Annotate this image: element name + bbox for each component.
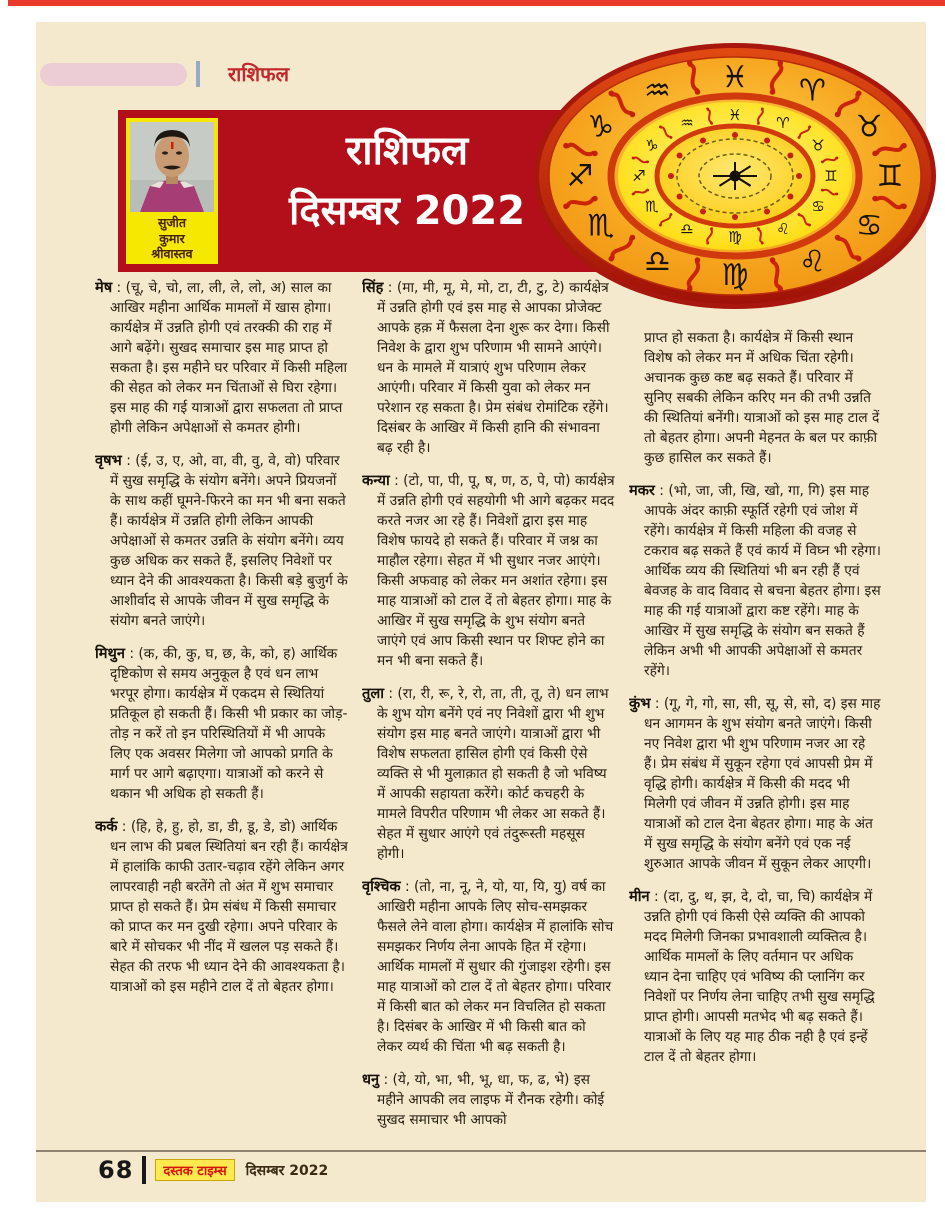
mandala-dot: [764, 209, 770, 215]
zodiac-glyph: ♋: [811, 197, 825, 216]
zodiac-glyph: ♐: [566, 159, 594, 194]
sign-body: आर्थिक धन लाभ की प्रबल स्थितियां बन रही हैं। कार्यक्षेत्र में हालांकि काफी उतार-चढ़ाव रहेंगे लेकिन अगर लापरवाही नही बरतेंगे तो अंत में शुभ समाचार प्राप्त हो सकते हैं। प्रेम संबंध में किसी समाचार को प्राप्त कर मन दुखी रहेगा। अपने परिवार के बारे में सोचकर भी नींद में खलल पड़ सकते हैं। सेहत की तरफ भी ध्यान देने की आवश्यकता है। यात्राओं को इस महीने टाल दें तो बेहतर होगा।: [110, 819, 348, 995]
author-name: [126, 215, 218, 262]
horoscope-columns: [95, 278, 887, 1146]
zodiac-glyph: ♓: [728, 106, 742, 124]
header-pill: [40, 63, 187, 86]
mandala-dot: [700, 209, 706, 215]
mandala-dot: [732, 214, 738, 220]
horoscope-section: [95, 278, 348, 438]
sign-letters: : (चू, चे, चो, ला, ली, ले, लो, अ): [112, 280, 291, 296]
top-red-strip: [8, 0, 945, 6]
sign-body: कार्यक्षेत्र में उन्नति होगी एवं सहयोगी भी आगे बढ़कर मदद करते नजर आ रहे हैं। निवेशों द्वारा इस माह विशेष फायदे हो सकते हैं। परिवार में जश्न का माहौल रहेगा। सेहत में भी सुधार नजर आएंगे। किसी अफवाह को लेकर मन अशांत रहेगा। इस माह यात्राओं को टाल दें तो बेहतर होगा। माह के आखिर में सुख समृद्धि के शुभ संयोग बनते जाएंगे एवं आप किसी स्थान पर शिफ्ट होने का मन भी बना सकते हैं।: [377, 473, 615, 669]
zodiac-glyph: ♒: [644, 73, 671, 109]
zodiac-glyph: ♈: [776, 114, 790, 133]
zodiac-glyph: ♊: [876, 159, 904, 194]
sign-body: प्राप्त हो सकता है। कार्यक्षेत्र में किसी स्थान विशेष को लेकर मन में अधिक चिंता रहेगी। अचानक कुछ कष्ट बढ़ सकते हैं। परिवार में सुनिए सबकी लेकिन करिए मन की तभी उन्नति की स्थितियां बनेंगी। यात्राओं को इस माह टाल दें तो बेहतर होगा। अपनी मेहनत के बल पर काफ़ी कुछ हासिल कर सकते हैं।: [644, 330, 880, 466]
author-name-line: कुमार: [159, 230, 185, 246]
mandala-center: [730, 171, 741, 182]
sign-name: कुंभ: [629, 695, 651, 712]
sign-letters: : (दा, दु, थ, झ, दे, दो, चा, चि): [649, 889, 820, 905]
tilak: [171, 142, 174, 149]
horoscope-section: [362, 877, 615, 1057]
title-line-1: राशिफल: [345, 128, 469, 174]
zodiac-glyph: ♍: [728, 228, 742, 246]
page-background: [36, 22, 926, 1202]
zodiac-glyph: ♊: [824, 167, 838, 185]
sign-name: मकर: [629, 482, 655, 499]
magazine-logo: दस्तक टाइम्स: [155, 1159, 234, 1181]
zodiac-glyph: ♑: [587, 109, 615, 145]
header-divider: [196, 61, 200, 87]
sign-letters: : (ई, उ, ए, ओ, वा, वी, वु, वे, वो): [121, 453, 306, 469]
sign-body: इस माह आपके अंदर काफ़ी स्फूर्ति रहेगी एवं जोश में रहेंगे। कार्यक्षेत्र में किसी महिला की वजह से टकराव बढ़ सकते हैं एवं कार्य में विघ्न भी रहेगा। आर्थिक व्यय की स्थितियां भी बन रही हैं एवं बेवजह के वाद विवाद से बचना बेहतर होगा। इस माह की गई यात्राओं द्वारा कष्ट रहेंगे। माह के आखिर में सुख समृद्धि के संयोग बन सकते हैं लेकिन अभी भी आपकी अपेक्षाओं से कमतर रहेंगे।: [644, 483, 881, 679]
zodiac-glyph: ♏: [587, 208, 615, 244]
horoscope-section: [629, 481, 882, 681]
sign-name: वृषभ: [95, 452, 122, 469]
footer: [98, 1155, 328, 1185]
sign-letters: : (मा, मी, मू, मे, मो, टा, टी, टु, टे): [383, 280, 570, 296]
zodiac-wheel: [533, 42, 938, 314]
sign-name: कर्क: [95, 818, 118, 835]
sign-body: धन लाभ के शुभ योग बनेंगे एवं नए निवेशों द्वारा भी शुभ संयोग इस माह बनते जाएंगे। यात्राओं द्वारा भी विशेष सफलता हासिल होगी एवं किसी ऐसे व्यक्ति से भी मुलाक़ात हो सकती है जो भविष्य में आपकी सहायता करेंगे। कोर्ट कचहरी के मामले विपरीत परिणाम भी लेकर आ सकते हैं। सेहत में सुधार आएंगे एवं तंदुरूस्ती महसूस होगी।: [377, 686, 609, 862]
sign-body: परिवार में सुख समृद्धि के संयोग बनेंगे। अपने प्रियजनों के साथ कहीं घूमने-फिरने का मन भी बना सकते हैं। कार्यक्षेत्र में उन्नति होगी लेकिन आपकी अपेक्षाओं से कमतर उन्नति के संयोग बनेंगे। व्यय कुछ अधिक कर सकते हैं, इसलिए निवेशों पर ध्यान देने की आवश्यकता है। किसी बड़े बुजुर्ग के आशीर्वाद से आपके जीवन में सुख समृद्धि के संयोग बनते जाएंगे।: [110, 453, 348, 629]
column-2: [362, 278, 615, 1146]
sign-name: तुला: [362, 685, 384, 702]
face: [155, 135, 189, 177]
mandala-dot: [700, 137, 706, 143]
mandala-dot: [787, 194, 793, 200]
footer-divider: [142, 1156, 146, 1184]
sign-letters: : (भो, जा, जी, खि, खो, गा, गि): [654, 483, 830, 499]
zodiac-glyph: ♎: [680, 219, 694, 238]
sign-body: साल का आखिर महीना आर्थिक मामलों में खास होगा। कार्यक्षेत्र में उन्नति होगी एवं तरक्की की राह में आगे बढ़ेंगे। सुखद समाचार इस माह प्राप्त हो सकता है। इस महीने घर परिवार में किसी महिला की सेहत को लेकर मन चिंताओं से घिरा रहेगा। इस माह की गई यात्राओं द्वारा सफलता तो प्राप्त होगी लेकिन अपेक्षाओं से कमतर होगी।: [110, 280, 348, 436]
horoscope-section: [629, 887, 882, 1067]
footer-page-number: 68: [98, 1156, 134, 1184]
sign-name: मिथुन: [95, 645, 125, 662]
zodiac-glyph: ♋: [855, 208, 883, 244]
horoscope-section: [362, 471, 615, 671]
sign-name: धनु: [362, 1071, 380, 1088]
zodiac-glyph: ♏: [645, 197, 659, 216]
author-photo-box: [126, 118, 218, 264]
horoscope-section: [95, 817, 348, 997]
sign-body: आर्थिक दृष्टिकोण से समय अनुकूल है एवं धन लाभ भरपूर होगा। कार्यक्षेत्र में एकदम से स्थितियां प्रतिकूल हो सकती हैं। किसी भी प्रकार का जोड़-तोड़ न करें तो इन परिस्थितियों में भी आपके लिए एक अवसर मिलेगा जो आपको प्रगति के मार्ग पर आगे बढ़ाएगा। यात्राओं को करने से थकान भी अधिक हो सकती हैं।: [110, 646, 348, 802]
mandala-dot: [732, 132, 738, 138]
sign-body: वर्ष का आखिरी महीना आपके लिए सोच-समझकर फैसले लेने वाला होगा। कार्यक्षेत्र में हालांकि सोच समझकर निर्णय लेना आपके हित में रहेगा। आर्थिक मामलों में सुधार की गुंजाइश रहेगी। इस माह यात्राओं को टाल दें तो बेहतर होगा। परिवार में किसी बात को लेकर मन विचलित हो सकता है। दिसंबर के आखिर में भी किसी बात को लेकर व्यर्थ की चिंता भी बढ़ सकती है।: [377, 879, 614, 1055]
mandala-dot: [668, 173, 674, 179]
mandala-dot: [764, 137, 770, 143]
sign-letters: : (हि, हे, हु, हो, डा, डी, डू, डे, डो): [117, 819, 301, 835]
sign-body: इस माह धन आगमन के शुभ संयोग बनते जाएंगे। किसी नए निवेश द्वारा भी शुभ परिणाम नजर आ रहे हैं। प्रेम संबंध में सुकून रहेगा एवं आपसी प्रेम में वृद्धि होगी। कार्यक्षेत्र में किसी की मदद भी मिलेगी एवं जीवन में उन्नति होगी। इस माह यात्राओं को टाल देना बेहतर होगा। माह के अंत में सुख समृद्धि के संयोग बनेंगे एवं एक नई शुरुआत आपके जीवन में सुकून लेकर आएगी।: [644, 696, 881, 872]
zodiac-glyph: ♐: [632, 167, 646, 185]
footer-issue: दिसम्बर 2022: [245, 1162, 329, 1179]
sign-name: कन्या: [362, 472, 390, 489]
horoscope-section: [95, 644, 348, 804]
author-photo: [130, 122, 214, 212]
sign-letters: : (रा, री, रू, रे, रो, ता, ती, तू, ते): [384, 686, 566, 702]
sign-letters: : (क, की, कु, घ, छ, के, को, ह): [124, 646, 301, 662]
sign-name: मीन: [629, 888, 650, 905]
zodiac-glyph: ♑: [645, 136, 659, 155]
zodiac-glyph: ♌: [799, 244, 826, 280]
column-3: [629, 278, 882, 1146]
footer-rule: [36, 1150, 926, 1152]
author-name-line: श्रीवास्तव: [151, 246, 193, 261]
sign-letters: : (ये, यो, भा, भी, भू, धा, फ, ढ, भे): [379, 1072, 574, 1088]
horoscope-section: [362, 1070, 615, 1130]
sign-name: सिंह: [362, 279, 384, 296]
zodiac-glyph: ♉: [811, 136, 825, 155]
mandala-dot: [677, 153, 683, 159]
mandala-dot: [787, 153, 793, 159]
title-banner: [118, 110, 598, 272]
horoscope-section: [629, 694, 882, 874]
section-label: राशिफल: [228, 62, 290, 86]
zodiac-glyph: ♌: [776, 219, 790, 238]
sign-name: मेष: [95, 279, 113, 296]
horoscope-section: [362, 684, 615, 864]
sign-letters: : (गू, गे, गो, सा, सी, सू, से, सो, द): [650, 696, 841, 712]
zodiac-glyph: ♒: [680, 114, 694, 133]
horoscope-section: [95, 451, 348, 631]
sign-body: इस महीने आपकी लव लाइफ में रौनक रहेगी। कोई सुखद समाचार भी आपको: [377, 1072, 605, 1128]
sign-body: कार्यक्षेत्र में उन्नति होगी एवं किसी ऐसे व्यक्ति की आपको मदद मिलेगी जिनका प्रभावशाली व्यक्तित्व है। आर्थिक मामलों के लिए वर्तमान पर अधिक ध्यान देना चाहिए एवं भविष्य की प्लानिंग कर निवेशों पर निर्णय लेना चाहिए तभी सुख समृद्धि प्राप्त होगी। आपसी मतभेद भी बढ़ सकते हैं। यात्राओं के लिए यह माह ठीक नही है एवं इन्हें टाल दें तो बेहतर होगा।: [644, 889, 875, 1065]
sign-name: वृश्चिक: [362, 878, 401, 895]
mandala-dot: [677, 194, 683, 200]
mandala-dot: [796, 173, 802, 179]
author-name-line: सुजीत: [157, 215, 187, 230]
horoscope-continuation: [629, 328, 882, 468]
title-line-2: दिसम्बर 2022: [288, 188, 526, 234]
zodiac-glyph: ♎: [644, 244, 671, 280]
zodiac-glyph: ♈: [799, 73, 826, 109]
sign-letters: : (तो, ना, नू, ने, यो, या, यि, यु): [400, 879, 572, 895]
zodiac-glyph: ♓: [721, 60, 749, 95]
sign-body: कार्यक्षेत्र में उन्नति होगी एवं इस माह से आपका प्रोजेक्ट आपके हक़ में फैसला देना शुरू कर देगा। किसी निवेश के द्वारा शुभ परिणाम भी सामने आएंगे। धन के मामले में यात्राएं शुभ परिणाम लेकर आएंगी। परिवार में किसी युवा को लेकर मन परेशान रह सकता है। प्रेम संबंध रोमांटिक रहेंगे। दिसंबर के आखिर में किसी हानि की संभावना बढ़ रही है।: [377, 280, 610, 456]
column-1: [95, 278, 348, 1146]
sign-letters: : (टो, पा, पी, पू, ष, ण, ठ, पे, पो): [389, 473, 575, 489]
zodiac-glyph: ♉: [855, 109, 883, 145]
zodiac-glyph: ♍: [721, 258, 749, 293]
